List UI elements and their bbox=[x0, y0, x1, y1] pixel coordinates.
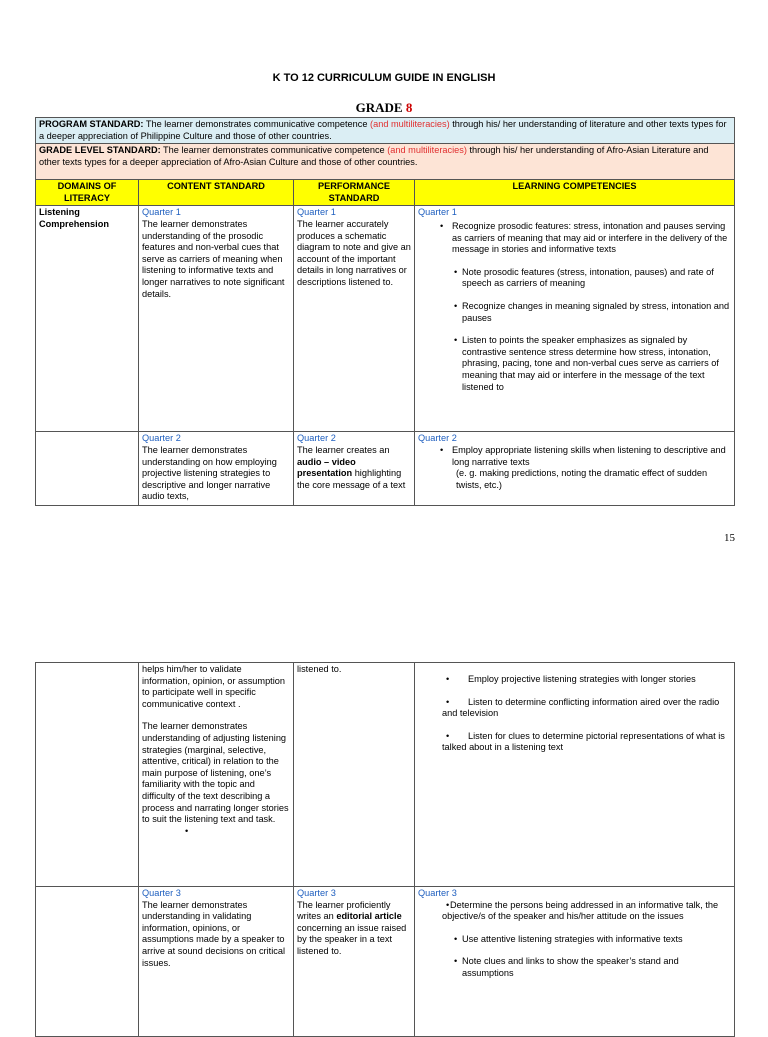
quarter-label: Quarter 2 bbox=[142, 433, 181, 444]
competency-text: Employ projective listening strategies with longer stories bbox=[468, 674, 696, 684]
quarter-label: Quarter 3 bbox=[142, 888, 181, 898]
competency-item-detail: (e. g. making predictions, noting the dramatic effect of sudden twists, etc.) bbox=[456, 468, 708, 490]
table-row-quarter-3 bbox=[36, 887, 735, 1037]
competency-item: • Recognize changes in meaning signaled by stress, intonation and pauses bbox=[418, 301, 731, 324]
col-header-competencies: LEARNING COMPETENCIES bbox=[415, 180, 735, 206]
performance-text-bold: editorial article bbox=[336, 911, 402, 922]
competency-text: Listen to determine conflicting information aired over the radio and television bbox=[442, 696, 720, 719]
content-text: The learner demonstrates understanding of the prosodic features and non-verbal cues that serve as carriers of meaning when listening to informative texts and longer narratives to note significant details. bbox=[142, 218, 285, 299]
document-title: K TO 12 CURRICULUM GUIDE IN ENGLISH bbox=[272, 72, 496, 84]
performance-standard-continued: listened to. bbox=[294, 663, 415, 887]
learning-competencies-q3 bbox=[415, 887, 735, 1037]
table-row-continued bbox=[36, 663, 735, 887]
curriculum-table-page1 bbox=[35, 117, 735, 506]
table-row-quarter-2 bbox=[36, 432, 735, 506]
competency-item bbox=[418, 731, 731, 754]
program-standard-text-a: The learner demonstrates communicative competence bbox=[143, 119, 371, 129]
grade-level-standard-red: (and multiliteracies) bbox=[387, 145, 467, 156]
competency-item: • Recognize prosodic features: stress, intonation and pauses serving as carriers of meaning that may aid or interfere in the delivery of the message in stories and informative texts bbox=[418, 221, 731, 256]
program-standard-red: (and multiliteracies) bbox=[370, 119, 450, 129]
domain-empty bbox=[36, 887, 139, 1037]
grade-word: GRADE bbox=[355, 100, 403, 115]
learning-competencies-q1 bbox=[415, 206, 735, 432]
content-text: The learner demonstrates understanding of adjusting listening strategies (marginal, selective, attentive, critical) in relation to the main purpose of listening, one’s familiarity with the topic and difficulty of the text describing a process and narrating longer stories to suit the listening text and task. bbox=[142, 721, 289, 825]
performance-standard-q1 bbox=[294, 206, 415, 432]
content-standard-q1 bbox=[139, 206, 294, 432]
quarter-label: Quarter 3 bbox=[297, 888, 336, 898]
competency-item: • Note clues and links to show the speaker’s stand and assumptions bbox=[418, 956, 731, 979]
domain-empty bbox=[36, 663, 139, 887]
performance-text-a: The learner creates an bbox=[297, 444, 390, 455]
quarter-label: Quarter 1 bbox=[142, 207, 181, 218]
grade-level-standard-text-a: The learner demonstrates communicative competence bbox=[160, 145, 388, 156]
grade-level-standard-label: GRADE LEVEL STANDARD: bbox=[39, 145, 161, 156]
content-standard-q3 bbox=[139, 887, 294, 1037]
competency-item bbox=[418, 674, 731, 686]
col-header-content: CONTENT STANDARD bbox=[139, 180, 294, 206]
content-text: The learner demonstrates understanding on how employing projective listening strategies to descriptive and longer narrative audio texts, bbox=[142, 444, 277, 502]
quarter-label: Quarter 2 bbox=[418, 433, 457, 444]
page-number: 15 bbox=[724, 532, 735, 544]
performance-text-b: highlighting the core message of a text bbox=[297, 468, 406, 490]
competency-item bbox=[418, 697, 731, 720]
col-header-performance: PERFORMANCE STANDARD bbox=[294, 180, 415, 206]
domain-empty bbox=[36, 432, 139, 506]
content-standard-q2 bbox=[139, 432, 294, 506]
domain-listening-comprehension: Listening Comprehension bbox=[36, 206, 139, 432]
learning-competencies-q2 bbox=[415, 432, 735, 506]
content-standard-continued bbox=[139, 663, 294, 887]
content-text: helps him/her to validate information, opinion, or assumption to participate well in specific communicative context . bbox=[142, 664, 285, 709]
table-row-quarter-1 bbox=[36, 206, 735, 432]
quarter-label: Quarter 1 bbox=[297, 207, 336, 218]
column-header-row bbox=[36, 180, 735, 206]
content-text: The learner demonstrates understanding in validating information, opinions, or assumptions made by a speaker to arrive at sound decisions on critical issues. bbox=[142, 899, 285, 968]
curriculum-table-page2 bbox=[35, 662, 735, 1037]
competency-item: • Employ appropriate listening skills when listening to descriptive and long narrative texts bbox=[418, 445, 731, 468]
quarter-label: Quarter 3 bbox=[418, 888, 457, 898]
program-standard-label: PROGRAM STANDARD: bbox=[39, 119, 144, 129]
program-standard-text-b: through his/ her understanding of literature and other texts types for a deeper appreciation of Philippine Culture and those of other countries. bbox=[39, 119, 727, 141]
competency-item: • Use attentive listening strategies with informative texts bbox=[418, 934, 731, 946]
competency-item: • Listen to points the speaker emphasizes as signaled by contrastive sentence stress determine how stress, intonation, phrasing, pacing, tone and non-verbal cues serve as carriers of meaning that may aid or interfere in the message of the text listened to bbox=[418, 335, 731, 393]
competency-item bbox=[418, 900, 731, 923]
grade-level-standard-cell bbox=[36, 144, 735, 180]
col-header-domains: DOMAINS OF LITERACY bbox=[36, 180, 139, 206]
performance-text-b: concerning an issue raised by the speaker in a text listened to. bbox=[297, 922, 407, 956]
bullet-mark: • bbox=[185, 825, 189, 836]
performance-text-bold: audio – video presentation bbox=[297, 456, 356, 479]
quarter-label: Quarter 1 bbox=[418, 207, 457, 218]
program-standard-cell bbox=[36, 118, 735, 144]
grade-level-standard-text-b: through his/ her understanding of Afro-Asian Literature and other texts types for a deeper appreciation of Afro-Asian Culture and those of other countries. bbox=[39, 145, 709, 167]
quarter-label: Quarter 2 bbox=[297, 433, 336, 444]
grade-heading bbox=[0, 100, 768, 116]
competency-item: • Note prosodic features (stress, intonation, pauses) and rate of speech as carriers of meaning bbox=[418, 267, 731, 290]
learning-competencies-continued bbox=[415, 663, 735, 887]
performance-text: The learner accurately produces a schematic diagram to note and give an account of the important details in long narratives or descriptions listened to. bbox=[297, 218, 411, 287]
competency-text: Listen for clues to determine pictorial representations of what is talked about in a listening text bbox=[442, 730, 725, 753]
competency-text: Determine the persons being addressed in an informative talk, the objective/s of the speaker and his/her attitude on the issues bbox=[442, 899, 719, 922]
grade-number: 8 bbox=[405, 100, 413, 115]
performance-standard-q3 bbox=[294, 887, 415, 1037]
performance-text-a: The learner proficiently writes an bbox=[297, 899, 391, 922]
performance-standard-q2 bbox=[294, 432, 415, 506]
